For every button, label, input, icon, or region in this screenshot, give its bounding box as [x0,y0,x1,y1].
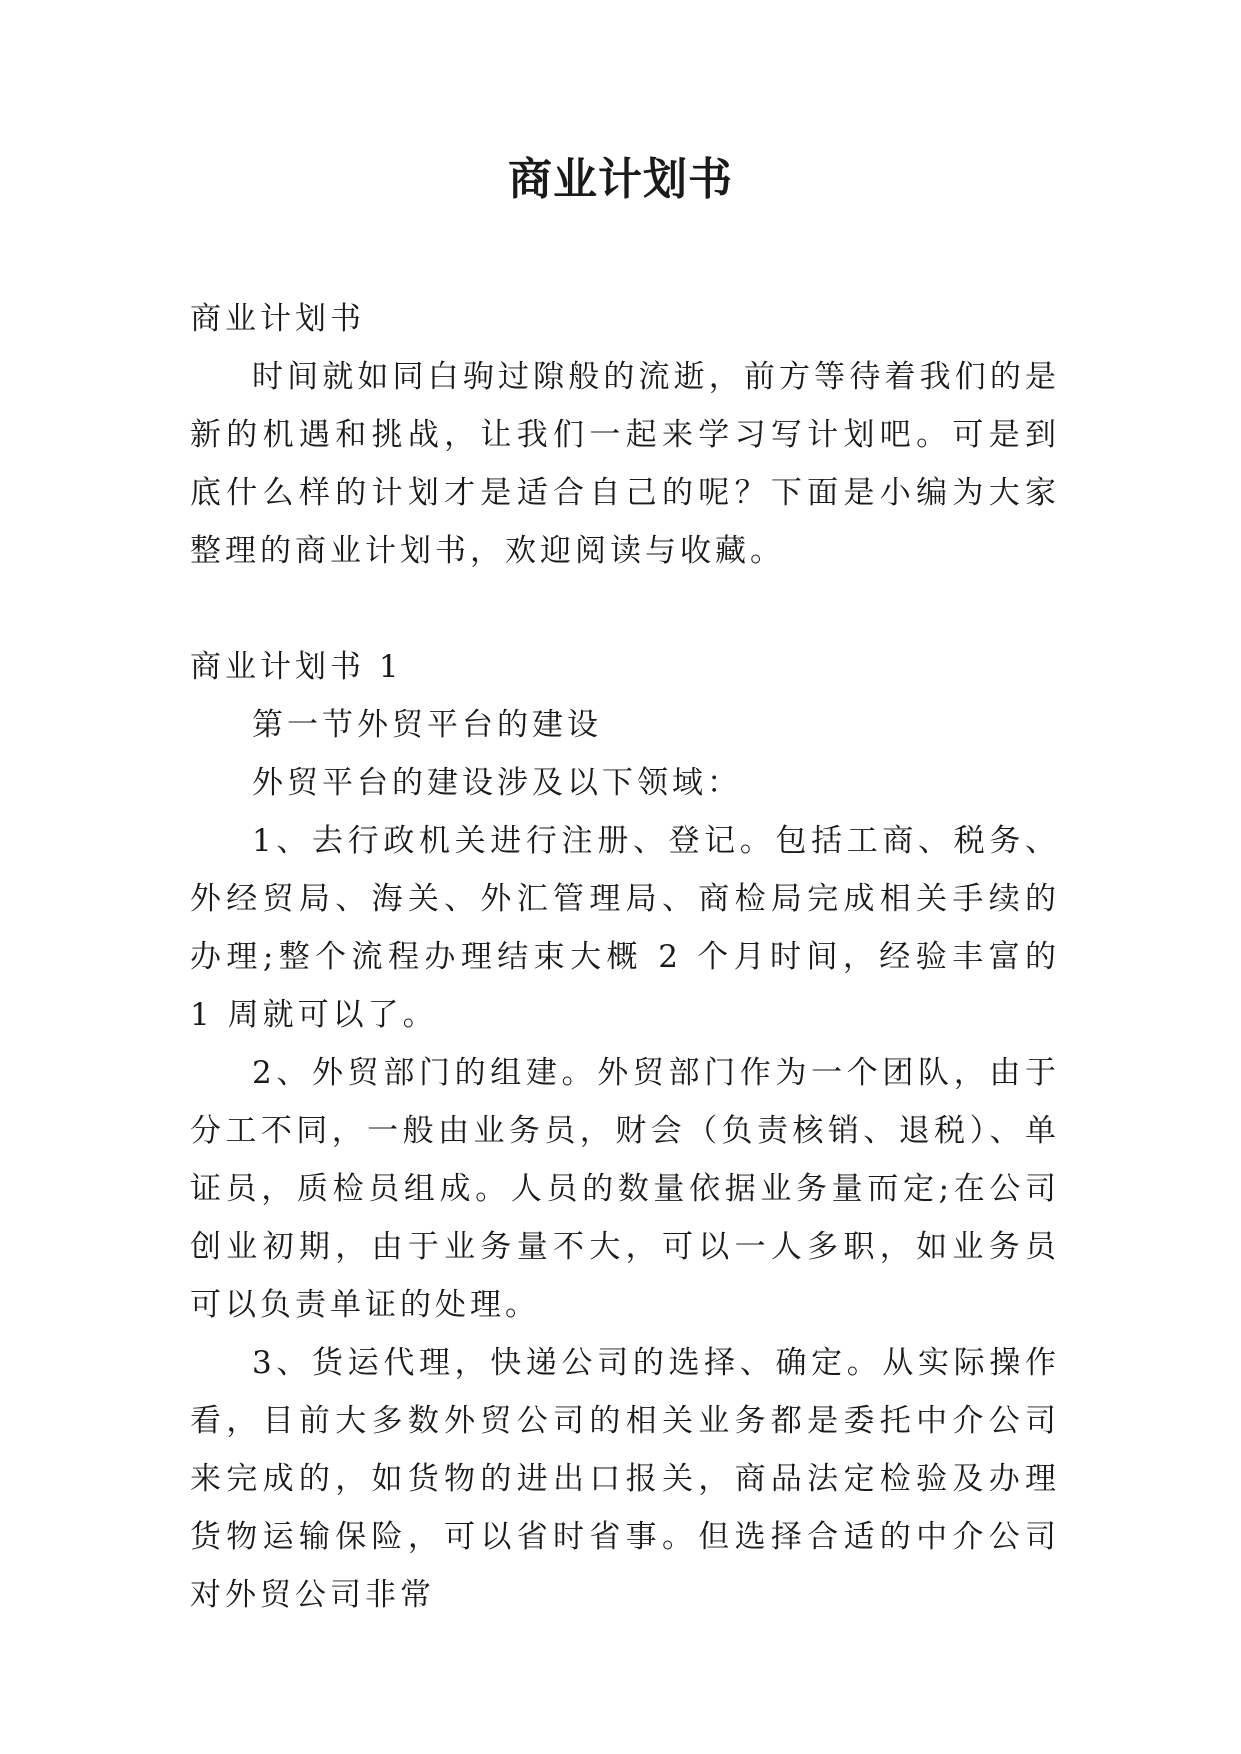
document-title: 商业计划书 [508,154,733,205]
intro-paragraph: 时间就如同白驹过隙般的流逝，前方等待着我们的是新的机遇和挑战，让我们一起来学习写计划吧。可是到底什么样的计划才是适合自己的呢？下面是小编为大家整理的商业计划书，欢迎阅读与收藏。 [190,359,1060,569]
subtitle-paragraph: 商业计划书 [190,301,365,337]
document-body [190,290,1060,1624]
section1-lead-paragraph: 外贸平台的建设涉及以下领域： [252,765,742,801]
list-item-1: 1、去行政机关进行注册、登记。包括工商、税务、外经贸局、海关、外汇管理局、商检局完成相关手续的办理;整个流程办理结束大概 2 个月时间，经验丰富的 1 周就可以了。 [190,823,1060,1033]
list-item-3: 3、货运代理，快递公司的选择、确定。从实际操作看，目前大多数外贸公司的相关业务都是委托中介公司来完成的，如货物的进出口报关，商品法定检验及办理货物运输保险，可以省时省事。但选择合适的中介公司对外贸公司非常 [190,1345,1060,1613]
list-item-2: 2、外贸部门的组建。外贸部门作为一个团队，由于分工不同，一般由业务员，财会（负责核销、退税）、单证员，质检员组成。人员的数量依据业务量而定;在公司创业初期，由于业务量不大，可以一人多职，如业务员可以负责单证的处理。 [190,1055,1060,1323]
section1-subheading: 第一节外贸平台的建设 [252,707,602,743]
section-spacer [190,580,1060,638]
section1-heading: 商业计划书 1 [190,649,403,685]
